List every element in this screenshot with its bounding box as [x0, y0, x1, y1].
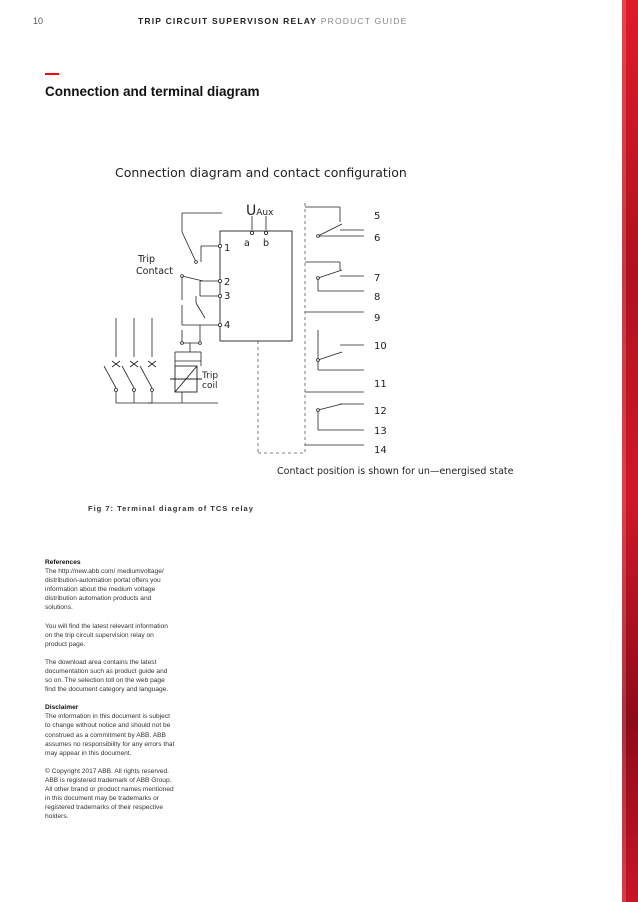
output-contact-dots [317, 235, 320, 412]
supply-label: UAux [246, 203, 274, 219]
trip-coil-label-line1: Trip [202, 371, 219, 381]
references-paragraph-1: The http://new.abb.com/ mediumvoltage/ distribution-automation portal offers you information about the medium voltage distribution automation products and solutions. [45, 568, 164, 612]
terminal-label-14: 14 [374, 445, 387, 456]
terminal-label-1: 1 [224, 243, 231, 254]
terminal-label-3: 3 [224, 291, 231, 302]
figure-caption: Fig 7: Terminal diagram of TCS relay [88, 504, 254, 513]
terminal-label-13: 13 [374, 426, 387, 437]
brand-edge-stripe [622, 0, 638, 902]
terminal-label-6: 6 [374, 233, 381, 244]
copyright-paragraph: © Copyright 2017 ABB. All rights reserved. ABB is registered trademark of ABB Group. All other brand or product names mentioned in this document may be trademarks or registered trademarks of their respective holders. [45, 767, 174, 821]
references-heading: References [45, 559, 81, 566]
terminal-label-7: 7 [374, 273, 381, 284]
terminal-label-5: 5 [374, 211, 381, 222]
sidebar-notes [45, 558, 175, 830]
terminal-a-label: a [244, 238, 250, 249]
terminal-label-12: 12 [374, 406, 387, 417]
diagram-footnote: Contact position is shown for un—energised state [277, 466, 514, 477]
section-title: Connection and terminal diagram [45, 84, 260, 99]
terminal-label-10: 10 [374, 341, 387, 352]
trip-contact-label-line2: Contact [136, 266, 173, 277]
terminal-b-label: b [263, 238, 270, 249]
references-paragraph-2: You will find the latest relevant information on the trip circuit supervision relay on product page. [45, 622, 168, 648]
relay-box [220, 231, 292, 341]
trip-coil-label-line2: coil [202, 381, 218, 391]
trip-contact-label-line1: Trip [138, 254, 155, 265]
disclaimer-paragraph: The information in this document is subject to change without notice and should not be construed as a commitment by ABB. ABB assumes no responsibility for any errors that may appear in this document. [45, 713, 175, 757]
diagram-title: Connection diagram and contact configuration [115, 165, 407, 180]
running-header-title: TRIP CIRCUIT SUPERVISON RELAY [138, 16, 318, 26]
terminal-label-11: 11 [374, 379, 387, 390]
references-paragraph-3: The download area contains the latest documentation such as product guide and so on. The selection toll on the web page find the document category and language. [45, 658, 169, 694]
breaker-contact-dots [115, 389, 154, 392]
breaker-contacts [104, 318, 156, 403]
terminal-label-4: 4 [224, 320, 231, 331]
terminal-label-2: 2 [224, 277, 231, 288]
trip-coil [170, 366, 202, 392]
running-header-subtitle: PRODUCT GUIDE [320, 16, 408, 26]
output-contacts [305, 207, 364, 445]
disclaimer-heading: Disclaimer [45, 704, 79, 712]
terminal-label-9: 9 [374, 313, 381, 324]
page-number: 10 [33, 16, 44, 26]
terminal-label-8: 8 [374, 292, 381, 303]
